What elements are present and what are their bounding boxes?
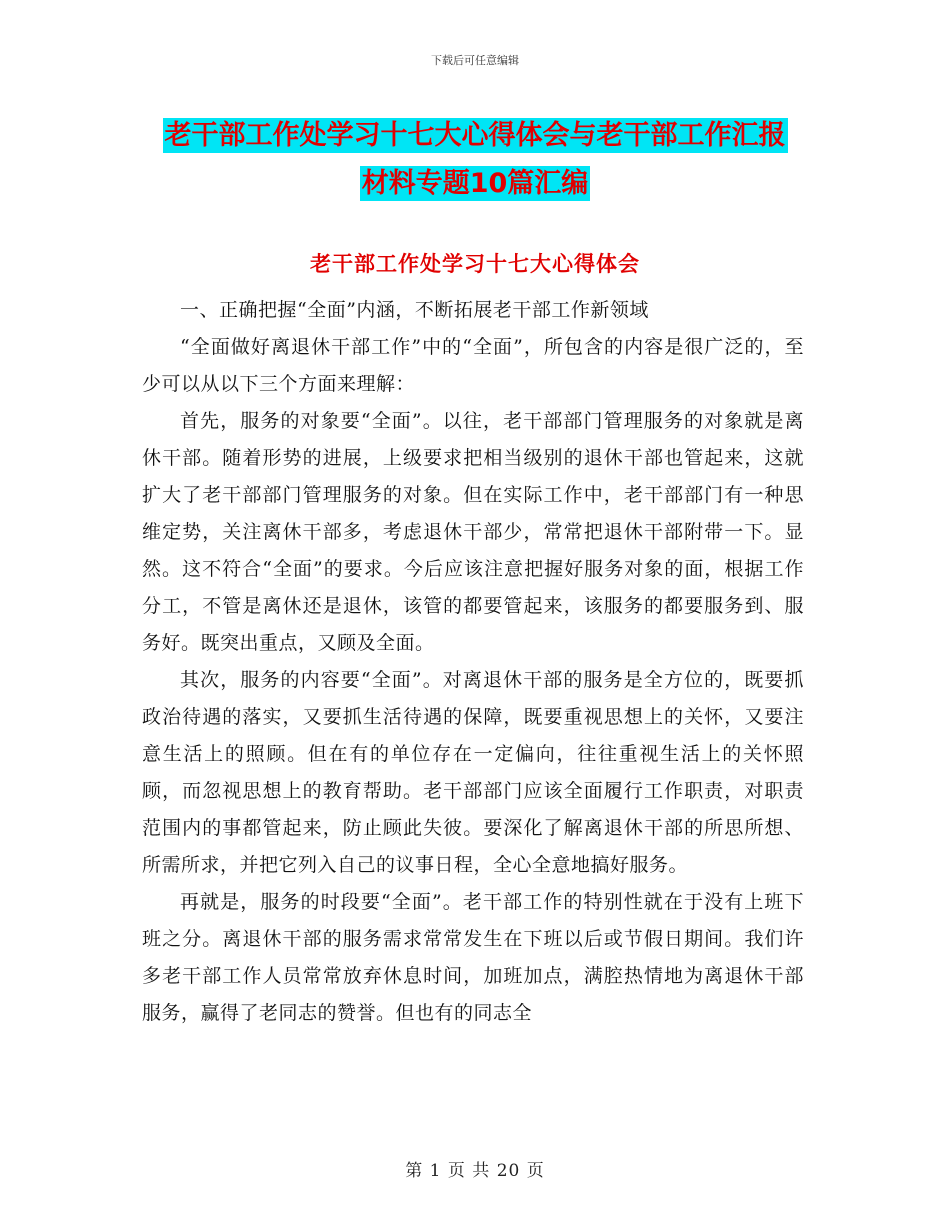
document-title-line-2 — [0, 160, 950, 208]
paragraph: “全面做好离退休干部工作”中的“全面”，所包含的内容是很广泛的，至少可以从以下三个方面来理解： — [142, 336, 804, 395]
header-note: 下载后可任意编辑 — [431, 54, 519, 67]
body-text — [142, 292, 804, 1032]
paragraph-heading: 一、正确把握“全面”内涵，不断拓展老干部工作新领域 — [180, 299, 649, 321]
paragraph: 其次，服务的内容要“全面”。对离退休干部的服务是全方位的，既要抓政治待遇的落实，又要抓生活待遇的保障，既要重视思想上的关怀，又要注意生活上的照顾。但在有的单位存在一定偏向，往往重视生活上的关怀照顾，而忽视思想上的教育帮助。老干部部门应该全面履行工作职责，对职责范围内的事都管起来，防止顾此失彼。要深化了解离退休干部的所思所想、所需所求，并把它列入自己的议事日程，全心全意地搞好服务。 — [142, 669, 804, 876]
document-title — [0, 112, 950, 208]
paragraph: 再就是，服务的时段要“全面”。老干部工作的特别性就在于没有上班下班之分。离退休干部的服务需求常常发生在下班以后或节假日期间。我们许多老干部工作人员常常放弃休息时间，加班加点，满腔热情地为离退休干部服务，赢得了老同志的赞誉。但也有的同志全 — [142, 891, 804, 1024]
paragraph: 首先，服务的对象要“全面”。以往，老干部部门管理服务的对象就是离休干部。随着形势的进展，上级要求把相当级别的退休干部也管起来，这就扩大了老干部部门管理服务的对象。但在实际工作中，老干部部门有一种思维定势，关注离休干部多，考虑退休干部少，常常把退休干部附带一下。显然。这不符合“全面”的要求。今后应该注意把握好服务对象的面，根据工作分工，不管是离休还是退休，该管的都要管起来，该服务的都要服务到、服务好。既突出重点，又顾及全面。 — [142, 410, 804, 654]
title-line-2-text: 材料专题10篇汇编 — [361, 168, 589, 199]
document-title-line-1 — [0, 112, 950, 160]
section-title: 老干部工作处学习十七大心得体会 — [310, 252, 640, 276]
title-line-1-text: 老干部工作处学习十七大心得体会与老干部工作汇报 — [164, 120, 786, 151]
page-footer: 第 1 页 共 20 页 — [405, 1161, 545, 1181]
